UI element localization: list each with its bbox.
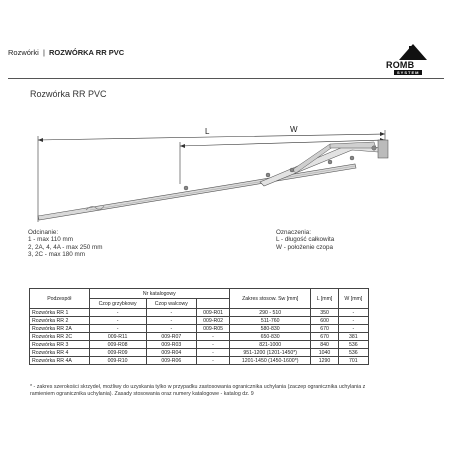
legend-cutting-line: 3, 2C - max 180 mm (28, 251, 86, 259)
cell-W: - (338, 325, 368, 333)
table-row (30, 309, 369, 317)
main-bar (38, 164, 356, 220)
cell-nr: 009-R05 (197, 325, 230, 333)
cell-zakres: 511-760 (229, 317, 310, 325)
header-separator: | (42, 48, 45, 57)
cell-podzespol: Rozwórka RR 2 (30, 317, 90, 325)
cell-podzespol: Rozwórka RR 4A (30, 357, 90, 365)
cell-W: - (338, 309, 368, 317)
header-subtitle: ROZWÓRKA RR PVC (48, 48, 125, 57)
cell-L: 670 (311, 325, 338, 333)
cell-W: 536 (338, 349, 368, 357)
cell-czop-walcowy: 009-R04 (146, 349, 196, 357)
legend-markings-title: Oznaczenia: (276, 229, 312, 236)
legend-cutting-line: 1 - max 110 mm (28, 236, 74, 244)
legend-cutting-line: 2, 2A, 4, 4A - max 250 mm (28, 243, 103, 251)
header-zakres: Zakres stosow. Sw [mm] (229, 289, 310, 309)
legend-markings-line: L - długość całkowita (276, 236, 335, 244)
table-row (30, 317, 369, 325)
cell-czop-grzybkowy: - (89, 317, 146, 325)
cell-podzespol: Rozwórka RR 2C (30, 333, 90, 341)
stay-drawing (30, 104, 430, 228)
cell-zakres: 290 - 510 (229, 309, 310, 317)
cell-czop-grzybkowy: - (89, 309, 146, 317)
cell-podzespol: Rozwórka RR 4 (30, 349, 90, 357)
dimension-L-label: L (205, 127, 210, 136)
stay-arm (260, 142, 382, 186)
cell-czop-walcowy: - (146, 309, 196, 317)
end-block (378, 140, 388, 158)
table-row (30, 349, 369, 357)
cell-L: 840 (311, 341, 338, 349)
cell-nr: - (197, 357, 230, 365)
cell-czop-walcowy: - (146, 317, 196, 325)
cell-podzespol: Rozwórka RR 2A (30, 325, 90, 333)
cell-W: 536 (338, 341, 368, 349)
cell-zakres: 650-830 (229, 333, 310, 341)
cell-W: 701 (338, 357, 368, 365)
table-row (30, 325, 369, 333)
header-category: Rozwórki (8, 48, 39, 57)
table-row (30, 357, 369, 365)
cell-czop-grzybkowy: 009-R08 (89, 341, 146, 349)
cell-L: 600 (311, 317, 338, 325)
cell-czop-walcowy: - (146, 325, 196, 333)
header-czop-walcowy: Czop walcowy (146, 299, 196, 309)
header-title (8, 48, 124, 57)
legend-markings (276, 229, 334, 251)
cell-W: 381 (338, 333, 368, 341)
header-czop-grzybkowy: Czop grzybkowy (89, 299, 146, 309)
cell-zakres: 821-1000 (229, 341, 310, 349)
legend-markings-line: W - położenie czopa (276, 243, 334, 251)
header-blank (197, 299, 230, 309)
cell-czop-grzybkowy: 009-R09 (89, 349, 146, 357)
cell-nr: - (197, 333, 230, 341)
cell-czop-grzybkowy: 009-R11 (89, 333, 146, 341)
header-L: L [mm] (311, 289, 338, 309)
legend-cutting-title: Odcinanie: (28, 229, 59, 236)
cell-podzespol: Rozwórka RR 1 (30, 309, 90, 317)
cell-L: 1040 (311, 349, 338, 357)
cell-czop-grzybkowy: - (89, 325, 146, 333)
header-rule (8, 78, 444, 79)
product-title: Rozwórka RR PVC (30, 89, 107, 99)
cell-nr: 009-R02 (197, 317, 230, 325)
footnote: * - zakres szerokości skrzydeł, możliwy do uzyskania tylko w przypadku zastosowania ogranicznika uchylania (zaczep ogranicznika uchylania z ramieniem ogranicznika uchylania). Zasady stosowania oraz numery katalogowe - katalog dz. 9 (30, 384, 366, 397)
legend-cutting (28, 229, 103, 259)
table-row (30, 341, 369, 349)
cell-L: 1290 (311, 357, 338, 365)
logo-name: ROMB (386, 60, 415, 70)
cell-nr: 009-R01 (197, 309, 230, 317)
cell-W: - (338, 317, 368, 325)
dimension-W-label: W (290, 125, 298, 134)
header-podzespol: Podzespół (30, 289, 90, 309)
cell-nr: - (197, 341, 230, 349)
cell-L: 350 (311, 309, 338, 317)
header-nr-katalogowy: Nr katalogowy (89, 289, 229, 299)
cell-czop-grzybkowy: 009-R10 (89, 357, 146, 365)
header-W: W [mm] (338, 289, 368, 309)
cell-czop-walcowy: 009-R07 (146, 333, 196, 341)
cell-zakres: 1201-1450 (1450-1600*) (229, 357, 310, 365)
spec-table (29, 288, 369, 365)
logo-sub: SYSTEM (394, 70, 422, 75)
cell-podzespol: Rozwórka RR 3 (30, 341, 90, 349)
cell-zakres: 951-1200 (1201-1450*) (229, 349, 310, 357)
table-row (30, 333, 369, 341)
cell-nr: - (197, 349, 230, 357)
cell-L: 670 (311, 333, 338, 341)
cell-czop-walcowy: 009-R03 (146, 341, 196, 349)
cell-czop-walcowy: 009-R06 (146, 357, 196, 365)
cell-zakres: 580-830 (229, 325, 310, 333)
